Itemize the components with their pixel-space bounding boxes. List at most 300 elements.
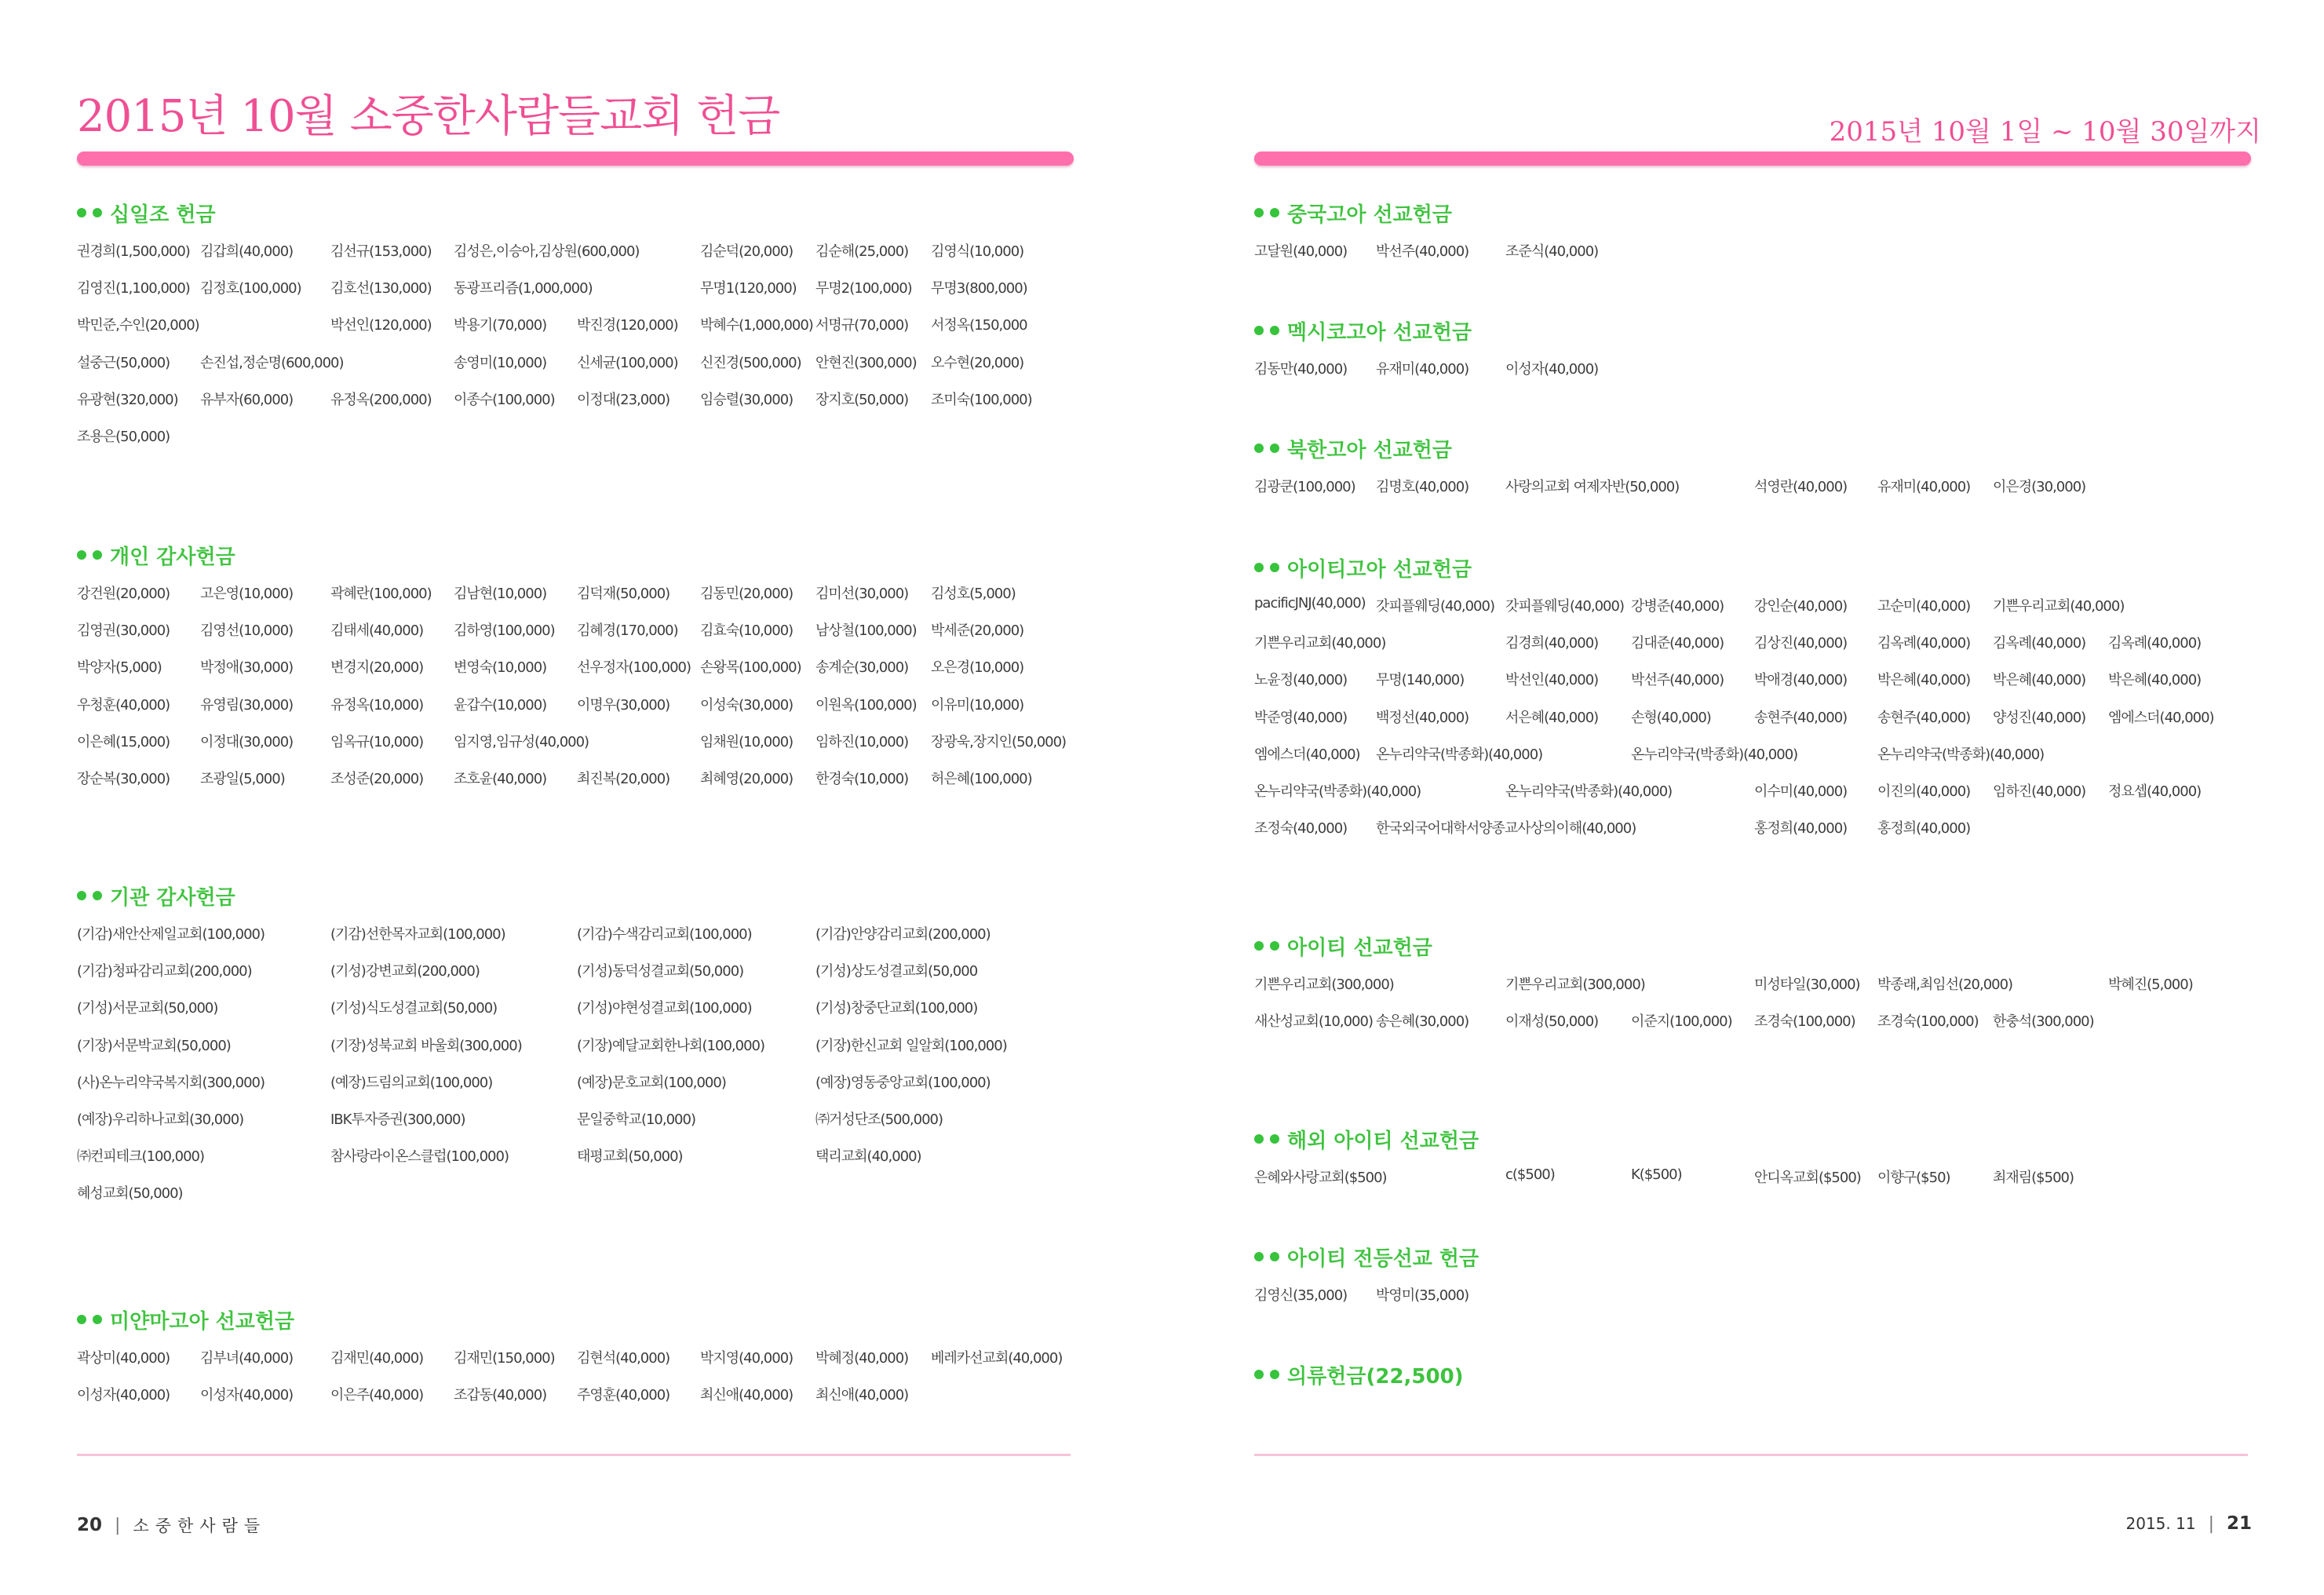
donor-entry: 참사랑라이온스클럽(100,000)	[330, 1148, 509, 1166]
section-heading	[77, 196, 1078, 229]
donor-entry: (사)온누리약국복지회(300,000)	[77, 1074, 265, 1091]
donor-entry: 백정선(40,000)	[1376, 709, 1469, 726]
donor-entry: 김성호(5,000)	[931, 586, 1016, 602]
bullet-dot-icon	[1270, 208, 1279, 217]
donor-entry: 이재성(50,000)	[1505, 1013, 1599, 1031]
offering-section	[1254, 1358, 2255, 1399]
offering-section	[1254, 196, 2255, 274]
section-title: 개인 감사헌금	[110, 545, 235, 569]
donor-entry: 장순복(30,000)	[77, 770, 170, 787]
section-title: 십일조 헌금	[110, 203, 216, 227]
bullet-dot-icon	[77, 208, 86, 217]
donor-entry: 고달원(40,000)	[1254, 243, 1348, 260]
donor-entry: 설중근(50,000)	[77, 354, 170, 371]
donor-entry: 기쁜우리교회(40,000)	[1993, 598, 2125, 615]
donor-entry: 박용기(70,000)	[454, 317, 547, 334]
donor-entry: 베레카선교회(40,000)	[931, 1350, 1063, 1367]
donor-entry: 김순해(25,000)	[815, 243, 909, 260]
offering-section	[1254, 314, 2255, 392]
bullet-dot-icon	[1254, 1370, 1264, 1379]
donor-entry: 서정옥(150,000	[931, 317, 1027, 334]
bullet-dot-icon	[1254, 443, 1264, 453]
donor-entry: 박지영(40,000)	[700, 1350, 794, 1367]
donor-entry: 박민준,수인(20,000)	[77, 317, 199, 334]
donor-entry: 김호선(130,000)	[330, 280, 432, 297]
donor-entry: 임하진(40,000)	[1993, 783, 2086, 800]
donor-entry: 엠에스더(40,000)	[1254, 746, 1360, 763]
bullet-dot-icon	[93, 550, 102, 560]
donor-entry: 송현주(40,000)	[1877, 709, 1971, 726]
bullet-dot-icon	[1270, 941, 1279, 951]
section-heading	[1254, 196, 2255, 229]
section-title: 아이티 선교헌금	[1287, 936, 1432, 960]
donor-entry: 김부녀(40,000)	[200, 1350, 294, 1367]
section-title: 아이티 전등선교 헌금	[1287, 1246, 1479, 1271]
donor-entry: 유정옥(10,000)	[330, 696, 424, 714]
bullet-dot-icon	[1254, 208, 1264, 217]
donor-row	[1254, 814, 2255, 851]
donor-entry: 조준식(40,000)	[1505, 243, 1599, 260]
donor-entry: 박영미(35,000)	[1376, 1287, 1469, 1304]
section-heading	[1254, 929, 2255, 962]
donor-entry: 임옥규(10,000)	[330, 733, 424, 750]
donor-entry: (기장)한신교회 일알회(100,000)	[815, 1037, 1007, 1054]
donor-row	[1254, 1007, 2255, 1044]
donor-grid	[1254, 592, 2255, 851]
donor-row	[1254, 355, 2255, 392]
donor-entry: 사랑의교회 여제자반(50,000)	[1505, 479, 1680, 495]
donor-entry: 변영숙(10,000)	[454, 659, 547, 677]
page-number-right: 21	[2226, 1513, 2252, 1534]
donor-entry: 김옥례(40,000)	[1993, 635, 2086, 652]
section-title: 중국고아 선교헌금	[1287, 203, 1452, 227]
donor-entry: 고순미(40,000)	[1877, 598, 1971, 615]
donor-entry: 김재민(150,000)	[454, 1350, 555, 1367]
title-bar-right	[1254, 151, 2251, 166]
bullet-dot-icon	[77, 891, 86, 900]
section-title: 미얀마고아 선교헌금	[110, 1309, 295, 1334]
donor-entry: 무명(140,000)	[1376, 672, 1465, 689]
donor-entry: 박선주(40,000)	[1631, 672, 1724, 689]
donor-entry: 안현진(300,000)	[815, 354, 917, 371]
bottom-divider-left	[77, 1454, 1071, 1456]
bottom-divider-right	[1254, 1454, 2248, 1456]
donor-entry: 유재미(40,000)	[1877, 479, 1971, 495]
donor-grid	[1254, 1163, 2255, 1200]
section-title: 해외 아이티 선교헌금	[1287, 1129, 1479, 1153]
donor-entry: 무명3(800,000)	[931, 280, 1027, 297]
footer-right	[2126, 1513, 2253, 1534]
donor-entry: 김효숙(10,000)	[700, 622, 794, 640]
donor-entry: 엠에스더(40,000)	[2108, 709, 2214, 726]
donor-entry: 양성진(40,000)	[1993, 709, 2086, 726]
donor-entry: 박은혜(40,000)	[1993, 672, 2086, 689]
offering-section	[77, 538, 1078, 801]
section-heading	[1254, 314, 2255, 347]
title-bar-left	[77, 151, 1074, 166]
donor-row	[77, 691, 1078, 728]
donor-row	[77, 616, 1078, 653]
donor-entry: 서명규(70,000)	[815, 317, 909, 334]
donor-entry: 유정옥(200,000)	[330, 391, 432, 408]
donor-entry: 박은혜(40,000)	[2108, 672, 2202, 689]
donor-entry: 곽혜란(100,000)	[330, 586, 432, 602]
donor-entry: 송은혜(30,000)	[1376, 1013, 1469, 1031]
bullet-dot-icon	[1270, 1370, 1279, 1379]
donor-entry: 김영선(10,000)	[200, 622, 294, 640]
donor-entry: 정요셉(40,000)	[2108, 783, 2202, 800]
donor-entry: 서은혜(40,000)	[1505, 709, 1599, 726]
donor-entry: 한경숙(10,000)	[815, 770, 909, 787]
donor-entry: 이정대(23,000)	[577, 391, 670, 408]
donor-entry: 조경숙(100,000)	[1877, 1013, 1979, 1031]
donor-entry: 김정호(100,000)	[200, 280, 301, 297]
donor-entry: 이유미(10,000)	[931, 696, 1024, 714]
bullet-dot-icon	[1254, 1134, 1264, 1144]
bullet-dot-icon	[1254, 941, 1264, 951]
donor-entry: 김미선(30,000)	[815, 586, 909, 602]
donor-entry: pacificJNJ(40,000)	[1254, 595, 1366, 611]
donor-entry: (기성)식도성결교회(50,000)	[330, 1000, 498, 1017]
donor-entry: 임채원(10,000)	[700, 733, 794, 750]
donor-entry: 무명2(100,000)	[815, 280, 912, 297]
donor-entry: 김상진(40,000)	[1754, 635, 1848, 652]
donor-entry: 무명1(120,000)	[700, 280, 797, 297]
donor-entry: 김동만(40,000)	[1254, 361, 1348, 378]
donor-entry: 이명우(30,000)	[577, 696, 670, 714]
donor-entry: 최신애(40,000)	[700, 1387, 794, 1404]
section-heading	[77, 879, 1078, 912]
donor-entry: (기장)서문박교회(50,000)	[77, 1037, 231, 1054]
donor-entry: 박선주(40,000)	[1376, 243, 1469, 260]
donor-entry: 김남현(10,000)	[454, 586, 547, 602]
donor-entry: (기장)예달교회한나회(100,000)	[577, 1037, 765, 1054]
donor-entry: 유부자(60,000)	[200, 391, 294, 408]
donor-entry: 권경희(1,500,000)	[77, 243, 190, 260]
donor-entry: 신세균(100,000)	[577, 354, 678, 371]
donor-entry: (예장)문호교회(100,000)	[577, 1074, 726, 1091]
donor-entry: 최혜영(20,000)	[700, 770, 794, 787]
donor-row	[77, 994, 1078, 1031]
section-title: 멕시코고아 선교헌금	[1287, 320, 1472, 345]
donor-entry: 김영권(30,000)	[77, 622, 170, 640]
bullet-dot-icon	[1254, 563, 1264, 572]
page-number-left: 20	[77, 1515, 103, 1535]
donor-entry: 임하진(10,000)	[815, 733, 909, 750]
magazine-name: 소중한사람들	[133, 1517, 267, 1535]
donor-entry: (기성)상도성결교회(50,000	[815, 963, 978, 980]
donor-entry: 김옥례(40,000)	[2108, 635, 2202, 652]
donor-entry: 남상철(100,000)	[815, 622, 917, 640]
bullet-dot-icon	[1270, 563, 1279, 572]
donor-entry: 곽상미(40,000)	[77, 1350, 170, 1367]
bullet-dot-icon	[77, 550, 86, 560]
donor-entry: 김순덕(20,000)	[700, 243, 794, 260]
donor-grid	[77, 237, 1078, 459]
donor-entry: 김하영(100,000)	[454, 622, 555, 640]
donor-row	[77, 579, 1078, 616]
donor-entry: 박선인(120,000)	[330, 317, 432, 334]
donor-entry: 한국외국어대학서양종교사상의이해(40,000)	[1376, 820, 1636, 838]
donor-entry: (예장)영동중앙교회(100,000)	[815, 1074, 991, 1091]
offering-section	[1254, 432, 2255, 509]
donor-entry: c($500)	[1505, 1166, 1555, 1183]
donor-entry: 온누리약국(박종화)(40,000)	[1505, 783, 1673, 800]
section-heading	[1254, 551, 2255, 584]
donor-entry: 김옥례(40,000)	[1877, 635, 1971, 652]
donor-entry: 은혜와사랑교회($500)	[1254, 1170, 1387, 1186]
donor-entry: (예장)우리하나교회(30,000)	[77, 1111, 244, 1128]
donor-entry: 박선인(40,000)	[1505, 672, 1599, 689]
donor-row	[1254, 592, 2255, 629]
bullet-dot-icon	[93, 1315, 102, 1324]
donor-entry: 송영미(10,000)	[454, 354, 547, 371]
donor-row	[77, 1381, 1078, 1418]
donor-entry: 김선규(153,000)	[330, 243, 432, 260]
donor-grid	[77, 579, 1078, 801]
donor-entry: 이은혜(15,000)	[77, 733, 170, 750]
donor-entry: 김태세(40,000)	[330, 622, 424, 640]
donor-row	[1254, 970, 2255, 1007]
donor-entry: 박애경(40,000)	[1754, 672, 1848, 689]
donor-entry: 김대준(40,000)	[1631, 635, 1724, 652]
donor-entry: 박진경(120,000)	[577, 317, 678, 334]
donor-entry: 이성자(40,000)	[200, 1387, 294, 1404]
donor-entry: 박은혜(40,000)	[1877, 672, 1971, 689]
donor-entry: 이성자(40,000)	[77, 1387, 170, 1404]
donor-entry: 기쁜우리교회(300,000)	[1505, 976, 1645, 993]
donor-row	[77, 237, 1078, 274]
bullet-dot-icon	[1254, 1252, 1264, 1261]
donor-row	[77, 1105, 1078, 1142]
issue-date: 2015. 11	[2125, 1514, 2196, 1533]
offering-section	[1254, 1240, 2255, 1318]
donor-grid	[1254, 473, 2255, 509]
donor-entry: 강병준(40,000)	[1631, 598, 1724, 615]
donor-row	[77, 1344, 1078, 1381]
donor-entry: 임지영,임규성(40,000)	[454, 733, 589, 750]
donor-entry: 온누리약국(박종화)(40,000)	[1877, 746, 2045, 763]
donor-entry: 강건원(20,000)	[77, 586, 170, 602]
offering-section	[1254, 1122, 2255, 1200]
donor-entry: 홍정희(40,000)	[1877, 820, 1971, 838]
donor-entry: (기성)동덕성결교회(50,000)	[577, 963, 744, 980]
donor-entry: 김갑희(40,000)	[200, 243, 294, 260]
section-heading	[1254, 432, 2255, 465]
donor-row	[1254, 237, 2255, 274]
donor-entry: 미성타일(30,000)	[1754, 976, 1860, 993]
section-heading	[77, 1303, 1078, 1336]
donor-entry: 김경희(40,000)	[1505, 635, 1599, 652]
donor-entry: 박종래,최임선(20,000)	[1877, 976, 2013, 993]
donor-entry: 박혜수(1,000,000)	[700, 317, 813, 334]
section-heading	[1254, 1122, 2255, 1155]
donor-entry: 손형(40,000)	[1631, 709, 1711, 726]
donor-entry: 조호윤(40,000)	[454, 770, 547, 787]
donor-entry: 이은경(30,000)	[1993, 479, 2086, 495]
donor-entry: 고은영(10,000)	[200, 586, 294, 602]
donor-entry: 새산성교회(10,000)	[1254, 1013, 1373, 1031]
donor-row	[77, 920, 1078, 957]
offering-section	[1254, 929, 2255, 1044]
donor-entry: 장지호(50,000)	[815, 391, 909, 408]
donor-row	[1254, 703, 2255, 740]
donor-entry: (기성)강변교회(200,000)	[330, 963, 480, 980]
donor-grid	[1254, 237, 2255, 274]
donor-row	[77, 1179, 1078, 1216]
bullet-dot-icon	[1270, 326, 1279, 335]
donor-entry: 이정대(30,000)	[200, 733, 294, 750]
donor-entry: 유영림(30,000)	[200, 696, 294, 714]
donor-entry: (기감)안양감리교회(200,000)	[815, 926, 991, 943]
donor-row	[1254, 1281, 2255, 1318]
donor-entry: 김동민(20,000)	[700, 586, 794, 602]
donor-entry: 안디옥교회($500)	[1754, 1170, 1861, 1186]
bullet-dot-icon	[93, 208, 102, 217]
donor-row	[77, 422, 1078, 459]
donor-entry: 택리교회(40,000)	[815, 1148, 921, 1166]
bullet-dot-icon	[1270, 443, 1279, 453]
donor-entry: 박양자(5,000)	[77, 659, 162, 677]
donor-entry: 김영식(10,000)	[931, 243, 1024, 260]
bullet-dot-icon	[1270, 1252, 1279, 1261]
donor-row	[1254, 740, 2255, 777]
section-heading	[1254, 1240, 2255, 1273]
footer-separator-right: |	[2208, 1513, 2214, 1534]
donor-row	[77, 957, 1078, 994]
donor-entry: 김재민(40,000)	[330, 1350, 424, 1367]
donor-entry: 손진섭,정순명(600,000)	[200, 354, 344, 371]
donor-entry: 임승렬(30,000)	[700, 391, 794, 408]
section-title: 기관 감사헌금	[110, 885, 235, 910]
donor-entry: 김광쿤(100,000)	[1254, 479, 1355, 495]
donor-entry: (기감)새안산제일교회(100,000)	[77, 926, 265, 943]
bullet-dot-icon	[93, 891, 102, 900]
donor-entry: 오수현(20,000)	[931, 354, 1024, 371]
donor-grid	[77, 1344, 1078, 1418]
donor-grid	[1254, 1281, 2255, 1318]
donor-entry: 온누리약국(박종화)(40,000)	[1376, 746, 1543, 763]
donor-entry: 조경숙(100,000)	[1754, 1013, 1855, 1031]
donor-row	[77, 1068, 1078, 1105]
donor-entry: 최재림($500)	[1993, 1170, 2074, 1186]
donor-entry: 선우정자(100,000)	[577, 659, 691, 677]
donor-entry: 이원옥(100,000)	[815, 696, 917, 714]
donor-entry: 김영진(1,100,000)	[77, 280, 190, 297]
donor-entry: 박정애(30,000)	[200, 659, 294, 677]
donor-entry: 유광현(320,000)	[77, 391, 178, 408]
donor-entry: 박혜진(5,000)	[2108, 976, 2193, 993]
donor-row	[77, 385, 1078, 422]
donor-entry: 조용은(50,000)	[77, 428, 170, 445]
donor-grid	[1254, 355, 2255, 392]
bullet-dot-icon	[1254, 326, 1264, 335]
donor-entry: 조광일(5,000)	[200, 770, 285, 787]
section-heading	[1254, 1358, 2255, 1391]
donor-entry: 오은경(10,000)	[931, 659, 1024, 677]
donor-entry: 유재미(40,000)	[1376, 361, 1469, 378]
donor-entry: 태평교회(50,000)	[577, 1148, 683, 1166]
donor-entry: ㈜거성단조(500,000)	[815, 1111, 943, 1128]
bullet-dot-icon	[1270, 1134, 1279, 1144]
offering-section	[1254, 551, 2255, 851]
donor-entry: (기성)서문교회(50,000)	[77, 1000, 218, 1017]
offering-section	[77, 1303, 1078, 1418]
donor-entry: 변경지(20,000)	[330, 659, 424, 677]
donor-entry: (기감)선한목자교회(100,000)	[330, 926, 505, 943]
donor-entry: 조갑동(40,000)	[454, 1387, 547, 1404]
donor-row	[1254, 473, 2255, 509]
section-title: 아이티고아 선교헌금	[1287, 557, 1472, 582]
donor-entry: 한충석(300,000)	[1993, 1013, 2094, 1031]
donor-entry: 윤갑수(10,000)	[454, 696, 547, 714]
donor-entry: 박준영(40,000)	[1254, 709, 1348, 726]
donor-entry: ㈜컨피테크(100,000)	[77, 1148, 205, 1166]
donor-entry: (기성)야현성결교회(100,000)	[577, 1000, 752, 1017]
donor-row	[77, 765, 1078, 801]
donor-entry: 송계순(30,000)	[815, 659, 909, 677]
donor-row	[1254, 1163, 2255, 1200]
donor-entry: 이수미(40,000)	[1754, 783, 1848, 800]
donor-entry: 조성준(20,000)	[330, 770, 424, 787]
donor-entry: 주영훈(40,000)	[577, 1387, 670, 1404]
donor-row	[77, 1142, 1078, 1179]
donor-entry: 장광욱,장지인(50,000)	[931, 733, 1067, 750]
donor-entry: 김혜경(170,000)	[577, 622, 678, 640]
section-title: 의류헌금(22,500)	[1287, 1364, 1464, 1389]
donor-entry: (기성)창중단교회(100,000)	[815, 1000, 978, 1017]
donor-entry: 우청훈(40,000)	[77, 696, 170, 714]
donor-row	[77, 311, 1078, 348]
donor-entry: IBK투자증권(300,000)	[330, 1111, 465, 1128]
donor-entry: 이종수(100,000)	[454, 391, 555, 408]
date-range: 2015년 10월 1일 ~ 10월 30일까지	[1829, 116, 2261, 148]
donor-entry: 기쁜우리교회(300,000)	[1254, 976, 1394, 993]
donor-row	[77, 349, 1078, 385]
donor-entry: 갓피플웨딩(40,000)	[1505, 598, 1624, 615]
donor-entry: 석영란(40,000)	[1754, 479, 1848, 495]
donor-entry: 박혜정(40,000)	[815, 1350, 909, 1367]
donor-entry: 조정숙(40,000)	[1254, 820, 1348, 838]
donor-entry: 동광프리즘(1,000,000)	[454, 280, 593, 297]
donor-row	[77, 1031, 1078, 1068]
donor-entry: 박세준(20,000)	[931, 622, 1024, 640]
donor-entry: 이진의(40,000)	[1877, 783, 1971, 800]
donor-row	[77, 653, 1078, 690]
donor-grid	[1254, 970, 2255, 1044]
donor-entry: 홍정희(40,000)	[1754, 820, 1848, 838]
donor-entry: 신진경(500,000)	[700, 354, 801, 371]
donor-entry: 최신애(40,000)	[815, 1387, 909, 1404]
donor-entry: 이향구($50)	[1877, 1170, 1950, 1186]
donor-entry: 문일중학교(10,000)	[577, 1111, 695, 1128]
donor-entry: 혜성교회(50,000)	[77, 1185, 183, 1203]
donor-entry: 송현주(40,000)	[1754, 709, 1848, 726]
donor-entry: (기감)청파감리교회(200,000)	[77, 963, 252, 980]
donor-row	[1254, 666, 2255, 703]
donor-row	[1254, 777, 2255, 814]
donor-entry: 김성은,이승아,김상원(600,000)	[454, 243, 640, 260]
donor-entry: 이은주(40,000)	[330, 1387, 424, 1404]
footer-left	[77, 1513, 266, 1537]
offering-section	[77, 196, 1078, 459]
donor-entry: 온누리약국(박종화)(40,000)	[1631, 746, 1798, 763]
footer-separator-left: |	[115, 1515, 121, 1535]
donor-grid	[77, 920, 1078, 1217]
donor-entry: 최진복(20,000)	[577, 770, 670, 787]
donor-entry: 손왕목(100,000)	[700, 659, 801, 677]
donor-row	[77, 274, 1078, 311]
